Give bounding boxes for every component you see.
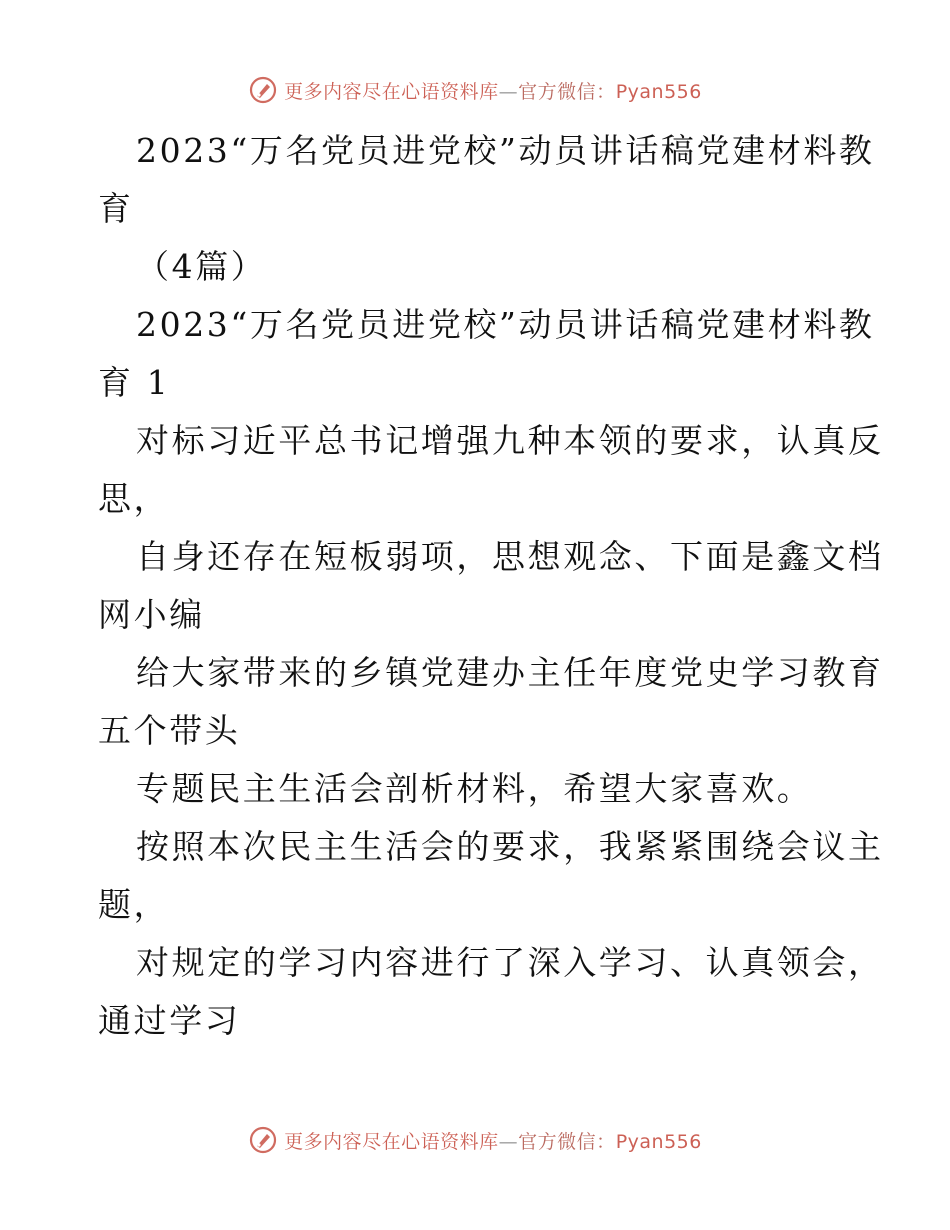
document-line: 2023“万名党员进党校”动员讲话稿党建材料教 [136,131,875,170]
document-line: 通过学习 [98,1001,241,1040]
watermark-text [284,1127,702,1154]
document-line: 育 1 [98,363,171,402]
document-line: 对规定的学习内容进行了深入学习、认真领会， [136,943,884,982]
watermark-prefix: 更多内容尽在心语资料库 [284,1130,499,1153]
watermark-separator: — [498,80,519,103]
document-line: 网小编 [98,595,205,634]
watermark-prefix: 更多内容尽在心语资料库 [284,80,499,103]
watermark-wechat-id: Pyan556 [615,1130,702,1153]
document-line: 按照本次民主生活会的要求，我紧紧围绕会议主 [136,827,884,866]
document-line: 给大家带来的乡镇党建办主任年度党史学习教育 [136,653,884,692]
document-line: 思， [98,479,170,518]
document-line: 自身还存在短板弱项，思想观念、下面是鑫文档 [136,537,884,576]
document-line: 题， [98,885,170,924]
document-line: 对标习近平总书记增强九种本领的要求，认真反 [136,421,884,460]
watermark-label: 官方微信： [518,80,616,103]
watermark-label: 官方微信： [518,1130,616,1153]
bottom-watermark-banner [0,1120,950,1160]
document-line: 五个带头 [98,711,241,750]
document-line: 2023“万名党员进党校”动员讲话稿党建材料教 [136,305,875,344]
watermark-separator: — [498,1130,519,1153]
watermark-text [284,77,702,104]
watermark-wechat-id: Pyan556 [615,80,702,103]
top-watermark-banner [0,70,950,110]
pen-nib-logo-icon [248,1125,278,1155]
pen-nib-logo-icon [248,75,278,105]
document-body [98,122,884,1050]
document-line: 育 [98,189,134,228]
document-line: （4篇） [136,247,267,286]
document-line: 专题民主生活会剖析材料，希望大家喜欢。 [136,769,813,808]
